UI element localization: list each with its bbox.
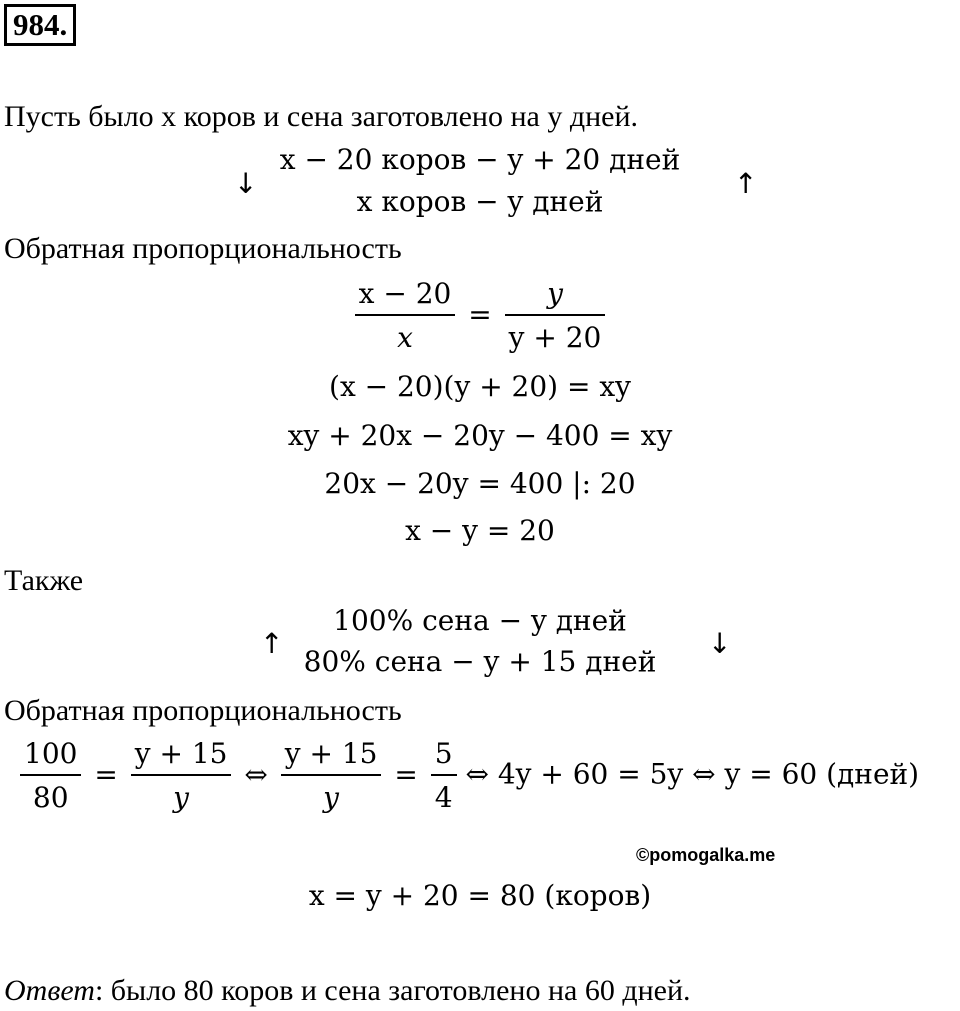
- numerator: x − 20: [355, 280, 456, 316]
- problem-number: 984.: [4, 4, 76, 46]
- arrow-up-icon: ↑: [260, 627, 284, 660]
- inverse-proportionality-label: Обратная пропорциональность: [4, 694, 402, 727]
- answer-line: [4, 976, 691, 1006]
- fraction: [355, 277, 456, 354]
- numerator: 5: [431, 740, 457, 776]
- denominator: x: [397, 321, 413, 354]
- equation-2: (x − 20)(y + 20) = xy: [329, 370, 631, 403]
- numerator: y + 15: [131, 740, 232, 776]
- solution-chain-equation: [20, 737, 920, 814]
- numerator: y: [505, 280, 606, 316]
- equivalence-sign: ⇔: [244, 757, 268, 791]
- denominator: 4: [434, 781, 453, 814]
- fraction: [131, 737, 232, 814]
- arrow-down-icon: ↓: [234, 167, 258, 200]
- equation-5: x − y = 20: [405, 514, 555, 547]
- equation-tail: ⇔ 4y + 60 = 5y ⇔ y = 60 (дней): [465, 757, 920, 791]
- fraction: [281, 737, 382, 814]
- arrow-up-icon: ↑: [734, 167, 758, 200]
- equals-sign: =: [468, 297, 492, 331]
- denominator: y: [323, 781, 339, 814]
- denominator: y: [173, 781, 189, 814]
- equals-sign: =: [94, 757, 118, 791]
- watermark: ©pomogalka.me: [636, 845, 776, 865]
- numerator: 100: [20, 740, 81, 776]
- fraction: [505, 277, 606, 354]
- relation1-line2: x коров − y дней: [356, 185, 604, 218]
- proportion-equation: [0, 277, 960, 354]
- equation-3: xy + 20x − 20y − 400 = xy: [287, 419, 673, 452]
- answer-text: : было 80 коров и сена заготовлено на 60 дней.: [94, 974, 691, 1007]
- numerator: y + 15: [281, 740, 382, 776]
- intro-text: Пусть было x коров и сена заготовлено на y дней.: [4, 100, 639, 133]
- final-equation: x = y + 20 = 80 (коров): [308, 879, 652, 912]
- relation2-line1: 100% сена − y дней: [333, 604, 627, 637]
- denominator: y + 20: [508, 321, 602, 354]
- arrow-down-icon: ↓: [708, 627, 732, 660]
- relation2-line2: 80% сена − y + 15 дней: [303, 645, 657, 678]
- denominator: 80: [32, 781, 69, 814]
- equation-4: 20x − 20y = 400 |: 20: [324, 467, 636, 500]
- relation1-line1: x − 20 коров − y + 20 дней: [279, 143, 681, 176]
- answer-label: Ответ: [4, 974, 95, 1007]
- fraction: [20, 737, 81, 814]
- fraction: [431, 737, 457, 814]
- equals-sign: =: [394, 757, 418, 791]
- also-label: Также: [4, 564, 84, 597]
- inverse-proportionality-label: Обратная пропорциональность: [4, 232, 402, 265]
